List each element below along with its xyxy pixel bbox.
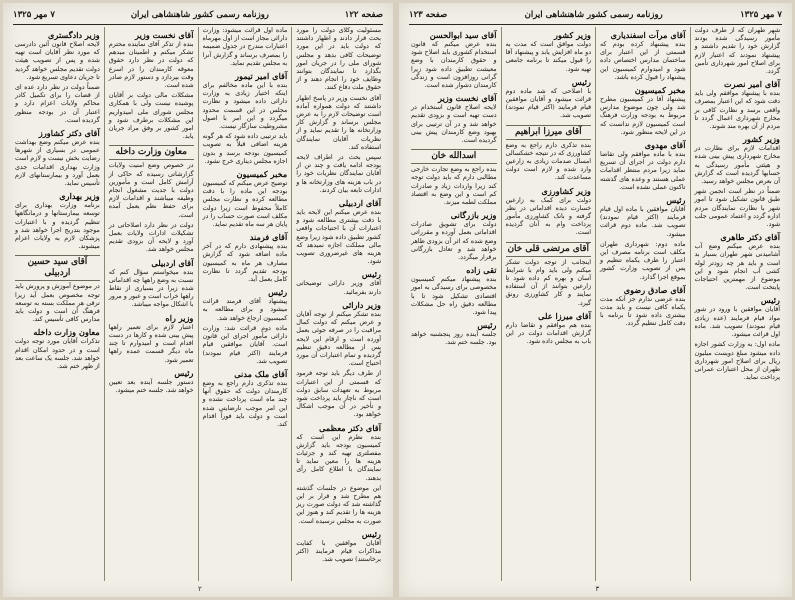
body-paragraph: این موضوع در جلسات گذشته هم مطرح شد و قرار بر این گذاشته شد که دولت صورت ریز هزینه ها را تقدیم کند و هنوز این صورت به مجلس نرسیده است. bbox=[296, 484, 381, 525]
speaker-heading: وزیر دادگستری bbox=[48, 30, 100, 40]
right-page-label: صفحه ۱۲۳ bbox=[409, 10, 448, 20]
body-paragraph: ضمناً دولت در نظر دارد عده ای از قضات را برای تکمیل کادر محاکم ولایات اعزام دارد و اعتبار آن در بودجه منظور گردیده است. bbox=[15, 84, 100, 124]
body-paragraph: بنده نظرم این است که کمیسیون بودجه باید گزارش مفصلتری تهیه کند و جزئیات هزینه ها را معین نماید تا نمایندگان با اطلاع کامل رأی بدهند. bbox=[296, 433, 381, 482]
section-heading: آقای مرتضی قلی خان bbox=[506, 242, 592, 257]
speaker-heading: وزیر بازرگانی bbox=[450, 210, 497, 221]
body-paragraph: در خصوص وضع امنیت ولایات گزارشاتی رسیده که حاکی از آرامش کامل است و مأمورین دولت با جدیت مشغول انجام وظیفه میباشند و اقدامات لازم برای حفظ نظم بعمل آمده است. bbox=[108, 162, 194, 219]
body-paragraph: مشکلات مالی دولت بر آقایان پوشیده نیست ولی با همکاری مجلس شورای ملی امیدواریم این مشکلات برطرف شود و امور کشور بر وفق مراد جریان یابد. bbox=[108, 92, 194, 141]
body-paragraph: بنده تشکر میکنم از توجه آقایان و عرض میکنم که دولت کمال مراقبت را در صرفه جوئی بعمل آورده است و ارقام این لایحه پس از مطالعه دقیق تنظیم گردیده و تمام اعتبارات آن مورد احتیاج است. bbox=[296, 310, 381, 368]
right-publication-title: روزنامه رسمی کشور شاهنشاهی ایران bbox=[524, 10, 663, 20]
right-page bbox=[399, 3, 792, 597]
newspaper-spread bbox=[3, 3, 792, 597]
body-paragraph: اقدامات لازم برای نظارت در مخارج شهرداری پیش بینی شده و هیئتی مأمور رسیدگی به حسابها گردیده است که گزارش آن بعرض مجلس خواهد رسید. bbox=[694, 145, 780, 186]
body-paragraph: توضیح عرض میکنم که کمیسیون بودجه این ماده را با دقت مطالعه کرده و نظارت مجلس کاملاً محفوظ است زیرا دولت مکلف است صورت حساب را در پایان هر سه ماه تقدیم نماید. bbox=[202, 180, 288, 229]
body-paragraph: آقایان موافقین با ماده اول قیام فرمایند (اکثر قیام نمودند) تصویب شد. ماده دوم قرائت میشود. bbox=[600, 206, 686, 238]
speaker-heading: مخبر کمیسیون bbox=[634, 85, 686, 96]
body-paragraph: آقای نخست وزیر در پاسخ اظهار داشتند که دولت همواره آماده است توضیحات لازم را به عرض مجلس برساند و گزارش کار وزارتخانه ها را تقدیم نماید و از نظریات آقایان نمایندگان استفاده کند. bbox=[296, 94, 381, 151]
body-paragraph: ماده دوم قرائت شد: وزارت دارائی مأمور اجرای این قانون است. آقایان موافقین قیام فرمایند (اکثر قیام نمودند) تصویب شد. bbox=[202, 324, 288, 365]
speaker-heading: آقای ملک مدنی bbox=[234, 368, 288, 379]
body-paragraph: برنامه وزارت بهداری برای توسعه بیمارستانها و درمانگاهها تنظیم گردیده و با اعتبارات موجود بتدریج اجرا خواهد شد و پزشکان لازم به ولایات اعزام میشوند. bbox=[15, 202, 100, 251]
body-paragraph: ماده دوم: شهرداری طهران مکلف است برنامه مصرف این اعتبار را ظرف یکماه تنظیم و پس از تصویب وزارت کشور بموقع اجرا گذارد. bbox=[600, 240, 686, 281]
speaker-heading: آقای اردبیلی bbox=[338, 198, 381, 209]
right-page-number: ۳ bbox=[595, 585, 600, 593]
body-paragraph: از طرف دیگر باید توجه فرمود که قسمتی از این اعتبارات مربوط به تعهدات سابق دولت است که ناچار باید پرداخت شود و تأخیر در آن موجب اشکال خواهد بود. bbox=[296, 370, 381, 419]
body-paragraph: دولت در نظر دارد اصلاحاتی در تشکیلات ادارات ولایات بعمل آورد و لایحه آن بزودی تقدیم مجلس خواهد شد. bbox=[108, 221, 194, 254]
left-page bbox=[3, 3, 393, 597]
speaker-heading: آقای دکتر کشاورز bbox=[38, 128, 100, 139]
speaker-heading: مخبر کمیسیون bbox=[236, 169, 288, 180]
body-paragraph: بنده پیشنهاد کرده بودم که قسمتی از این اعتبار برای ساختمان مدارس اختصاص داده شود و امیدوارم کمیسیون این پیشنهاد را قبول کرده باشد. bbox=[600, 41, 686, 81]
body-paragraph: سپس بحث در اطراف لایحه بودجه ادامه یافت و چند تن از آقایان نمایندگان نظریات خود را در باب هزینه های وزارتخانه ها و ادارات تابعه بیان کردند. bbox=[296, 154, 381, 194]
body-paragraph: دستور جلسه آینده بعد تعیین خواهد شد. جلسه ختم میشود. bbox=[108, 378, 194, 394]
body-paragraph: اینجانب از توجه دولت تشکر میکنم ولی باید وام با شرایط آسان و بهره کم داده شود تا زارعین بتوانند از آن استفاده نمایند و کار کشاورزی رونق گیرد. bbox=[505, 258, 591, 307]
body-paragraph: مسئولیت وکلای دولت را مورد بحث قرار دادند و اظهار داشتند که دولت باید در این مورد توضیحات کافی بدهد و مجلس شورای ملی را در جریان امور بگذارد تا نمایندگان بتوانند وظایف خود را انجام دهند و از حقوق ملت دفاع کنند. bbox=[296, 27, 381, 92]
text-column bbox=[690, 27, 785, 581]
body-paragraph: آقایان موافقین با کفایت مذاکرات قیام فرمایند (اکثر برخاستند) تصویب شد. bbox=[296, 539, 381, 564]
left-columns bbox=[11, 27, 385, 581]
text-column bbox=[198, 27, 292, 581]
body-paragraph: بنده با ماده موافقم ولی تقاضا دارم دولت در اجرای آن تسریع نماید زیرا مردم منتظر اقدامات عملی هستند و وعده های گذشته تاکنون عملی نشده است. bbox=[600, 151, 686, 191]
body-paragraph: ماده اول: به وزارت کشور اجازه داده میشود مبلغ دویست میلیون ریال برای اصلاح امور شهرداری طهران از محل اعتبارات عمرانی پرداخت نماید. bbox=[694, 341, 780, 382]
body-paragraph: آقای وزیر دارائی توضیحاتی دارند بفرمائید. bbox=[296, 280, 381, 296]
speaker-heading: آقای مرآت اسفندیاری bbox=[610, 30, 686, 40]
body-paragraph: بنده تذکری دارم راجع به وضع کشاورزی که در نتیجه خشکسالی امسال صدمات زیادی به زارعین وارد شده و لازم است دولت مساعدت کند. bbox=[505, 141, 591, 182]
body-paragraph: دولت برای کمک به زارعین خسارت دیده اقداماتی در نظر گرفته و بانک کشاورزی مأمور پرداخت وام به آنان گردیده است. bbox=[505, 196, 591, 237]
body-paragraph: بنده تذکری دارم راجع به وضع کارمندان دولت که حقوق آنها چند ماه است پرداخت نشده و این امر موجب نارضایتی شده است و دولت باید فوراً اقدام کند. bbox=[202, 379, 288, 428]
speaker-heading: رئیس bbox=[571, 76, 591, 87]
body-paragraph: بنده راجع به وضع تجارت خارجی مطالبی دارم که باید دولت توجه کند زیرا واردات زیاد و صادرات کم است و این وضع به اقتصاد مملکت لطمه میزند. bbox=[411, 166, 497, 207]
body-paragraph: لایحه اصلاح قانون استخدام در دست تهیه است و بزودی تقدیم خواهد شد و در آن ترتیبی برای بهبود وضع کارمندان پیش بینی گردیده است. bbox=[411, 104, 497, 145]
text-column bbox=[595, 27, 690, 581]
body-paragraph: بنده عرض میکنم که قانون استخدام کشوری باید اصلاح شود و حقوق کارمندان با وضع معیشت تطبیق داده شود زیرا گرانی روزافزون است و زندگی کارمندان دشوار شده است. bbox=[411, 41, 497, 90]
body-paragraph: بنده عرض میکنم وضع آب آشامیدنی شهر طهران بسیار بد است و باید هر چه زودتر لوله کشی آب انجام شود و این موضوع از مهمترین احتیاجات پایتخت است. bbox=[694, 243, 780, 292]
body-paragraph: باید ترتیبی داده شود که هر گونه هزینه اضافی قبلاً به تصویب کمیسیون بودجه برسد و بدون اجازه مجلس دیناری خرج نشود. bbox=[202, 133, 288, 165]
speaker-heading: آقای میرزا علی bbox=[538, 310, 591, 321]
text-column bbox=[501, 27, 596, 581]
body-paragraph: پیشنهاد آقای فرمند قرائت میشود و برای مطالعه به کمیسیون ارجاع خواهد شد. bbox=[202, 298, 288, 322]
right-running-head bbox=[409, 8, 782, 25]
speaker-heading: آقای دکتر معظمی bbox=[319, 422, 381, 433]
body-paragraph: جلسه آینده روز پنجشنبه خواهد بود. جلسه ختم شد. bbox=[411, 331, 497, 347]
speaker-heading: آقای مهدوی bbox=[644, 140, 686, 151]
body-paragraph: بنده با این ماده مخالفم برای اینکه اختیار زیادی به وزارت دارائی داده میشود و نظارت مجلس در این قسمت محدود میگردد و این امر با اصول مشروطیت سازگار نیست. bbox=[202, 82, 288, 131]
body-paragraph: در موضوع آموزش و پرورش باید توجه مخصوص بعمل آید زیرا ترقی هر مملکت بسته به توسعه فرهنگ آن است و دولت باید مدارس کافی تأسیس کند. bbox=[15, 283, 100, 324]
body-paragraph: ضمناً در نظر است انجمن شهر طبق قانون تشکیل شود تا امور شهر با نظارت نمایندگان مردم اداره گردد و اعتماد عمومی جلب شود. bbox=[694, 188, 780, 229]
left-publication-title: روزنامه رسمی کشور شاهنشاهی ایران bbox=[130, 10, 269, 20]
speaker-heading: وزیر کشور bbox=[743, 134, 780, 145]
speaker-heading: رئیس bbox=[361, 269, 381, 280]
body-paragraph: بنده هم موافقم و تقاضا دارم گزارش اقدامات دولت در این باب به مجلس داده شود. bbox=[505, 321, 591, 346]
speaker-heading: رئیس bbox=[760, 295, 780, 306]
speaker-heading: وزیر کشاورزی bbox=[541, 185, 591, 196]
left-page-number: ۲ bbox=[198, 585, 202, 593]
speaker-heading: وزیر دارائی bbox=[342, 299, 381, 310]
body-paragraph: آقایان موافقین با ورود در شور مواد قیام فرمایند (عده زیادی قیام نمودند) تصویب شد. ماده اول قرائت میشود. bbox=[694, 306, 780, 339]
body-paragraph: شهر طهران که از طرف دولت مأمور رسیدگی شده بودند گزارش خود را تقدیم داشتند و پیشنهاد نمودند که اعتبار لازم برای اصلاح امور شهرداری تأمین گردد. bbox=[694, 27, 780, 76]
speaker-heading: آقای دکتر طاهری bbox=[720, 232, 780, 243]
right-columns bbox=[407, 27, 784, 581]
text-column bbox=[104, 27, 198, 581]
body-paragraph: بنده پیشنهاد میکنم کمیسیون مخصوصی برای رسیدگی به امور اقتصادی تشکیل شود تا با مطالعه دقیق راه حل مشکلات پیدا شود. bbox=[411, 276, 497, 317]
text-column bbox=[407, 27, 501, 581]
speaker-heading: آقای امیر تیمور bbox=[235, 71, 288, 82]
text-column bbox=[11, 27, 104, 581]
section-heading: آقای میرزا ابراهیم bbox=[506, 125, 592, 140]
body-paragraph: دولت برای تشویق صادرات اقداماتی بعمل آورده و مقرراتی وضع شده که اثر آن بزودی ظاهر خواهد شد و تعادل بازرگانی برقرار میگردد. bbox=[411, 221, 497, 262]
speaker-heading: معاون وزارت داخله bbox=[33, 327, 100, 338]
body-paragraph: بنده میخواستم سؤال کنم که نسبت به وضع راهها چه اقداماتی شده زیرا در بسیاری از نقاط راهها خراب است و عبور و مرور با اشکال مواجه میباشد. bbox=[108, 268, 194, 309]
left-issue-date: ۷ مهر ۱۳۲۵ bbox=[13, 10, 55, 20]
body-paragraph: لایحه اصلاح قانون آئین دادرسی که مورد نظر آقایان است تهیه شده و پس از تصویب هیئت دولت تقدیم مجلس خواهد گردید تا جریان دعاوی تسریع شود. bbox=[15, 41, 100, 81]
body-paragraph: بنده عرض میکنم وضع بهداشت عمومی در بسیاری از شهرها رضایت بخش نیست و لازم است وزارت بهداری اقدامات جدی بعمل آورد و بیمارستانهای لازم تأسیس نماید. bbox=[15, 139, 100, 188]
speaker-heading: وزیر راه bbox=[165, 312, 194, 323]
body-paragraph: پیشنهاد آقا در کمیسیون مطرح شد ولی چون موضوع مدارس مربوط به بودجه وزارت فرهنگ است کمیسیون لازم ندانست که در این لایحه منظور شود. bbox=[600, 96, 686, 136]
speaker-heading: آقای اردبیلی bbox=[151, 257, 194, 268]
section-heading: معاون وزارت داخله bbox=[109, 145, 194, 160]
speaker-heading: رئیس bbox=[666, 195, 686, 206]
body-paragraph: بنده پیشنهادی دارم که در آخر ماده اضافه شود که گزارش مصارف هر ماه به کمیسیون بودجه تقدیم گردد تا نظارت کامل بعمل آید. bbox=[202, 243, 288, 284]
body-paragraph: بنده با پیشنهاد موافقم ولی باید دقت شود که این اعتبار بمصرف واقعی برسد و نظارت کافی بر مخارج شهرداری اعمال گردد تا مردم از آن بهره مند شوند. bbox=[694, 90, 780, 131]
speaker-heading: رئیس bbox=[477, 320, 497, 331]
speaker-heading: آقای امیر نصرت bbox=[723, 79, 780, 90]
speaker-heading: رئیس bbox=[268, 287, 288, 298]
body-paragraph: تذکرات آقایان مورد توجه دولت است و در حدود امکان اقدام خواهد شد. جلسه یک ساعت بعد از ظهر ختم شد. bbox=[15, 338, 100, 371]
body-paragraph: اعتبار لازم برای تعمیر راهها پیش بینی شده و کارها در دست اقدام است و امیدوارم تا چند ماه دیگر قسمت عمده راهها تعمیر شود. bbox=[108, 323, 194, 364]
speaker-heading: آقای نخست وزیر bbox=[438, 93, 497, 104]
body-paragraph: بنده از تذکر آقای نماینده محترم تشکر میکنم و اطمینان میدهم که دولت در نظر دارد حقوق معوقه کارمندان را در اسرع وقت بپردازد و دستور لازم صادر شده است. bbox=[108, 41, 194, 90]
section-heading: اسدالله خان bbox=[411, 149, 497, 164]
body-paragraph: ماده اول قرائت میشود: وزارت دارائی مجاز است از اول مهرماه اعتبارات مندرج در جدول ضمیمه را بمصرف برساند و گزارش آنرا به مجلس تقدیم نماید. bbox=[202, 27, 288, 67]
speaker-heading: تقی زاده bbox=[466, 265, 497, 276]
speaker-heading: آقای صادق رضوی bbox=[623, 284, 686, 295]
speaker-heading: رئیس bbox=[361, 528, 381, 539]
body-paragraph: با اصلاحی که شد ماده دوم قرائت میشود و آقایان موافقین قیام فرمایند (اکثر قیام نمودند) تصویب شد. bbox=[505, 87, 591, 120]
speaker-heading: آقای نخست وزیر bbox=[135, 30, 194, 40]
speaker-heading: وزیر بهداری bbox=[59, 191, 100, 202]
left-running-head bbox=[13, 8, 383, 25]
body-paragraph: بنده عرض میکنم این لایحه باید با دقت بیشتری مطالعه شود و اعتبارات آن با احتیاجات واقعی کشور تطبیق داده شود زیرا وضع مالی مملکت اجازه نمیدهد که هزینه های غیرضروری تصویب شود. bbox=[296, 209, 381, 266]
speaker-heading: آقای فرمند bbox=[249, 232, 288, 243]
speaker-heading: رئیس bbox=[174, 367, 194, 378]
body-paragraph: دولت موافق است که مدت به دو ماه افزایش یابد و پیشنهاد آقا را قبول میکند تا برنامه جامعی تهیه شود. bbox=[505, 41, 591, 73]
body-paragraph: بنده عرضی ندارم جز آنکه مدت یکماه کافی نیست و باید مدت بیشتری داده شود تا برنامه با دقت کامل تنظیم گردد. bbox=[600, 295, 686, 328]
section-heading: آقای سید حسین اردبیلی bbox=[15, 255, 100, 281]
text-column bbox=[291, 27, 385, 581]
right-issue-date: ۷ مهر ۱۳۲۵ bbox=[740, 10, 782, 20]
speaker-heading: آقای سید ابوالحسن bbox=[429, 30, 497, 40]
speaker-heading: وزیر کشور bbox=[554, 30, 591, 40]
left-page-label: صفحه ۱۲۲ bbox=[344, 10, 383, 20]
